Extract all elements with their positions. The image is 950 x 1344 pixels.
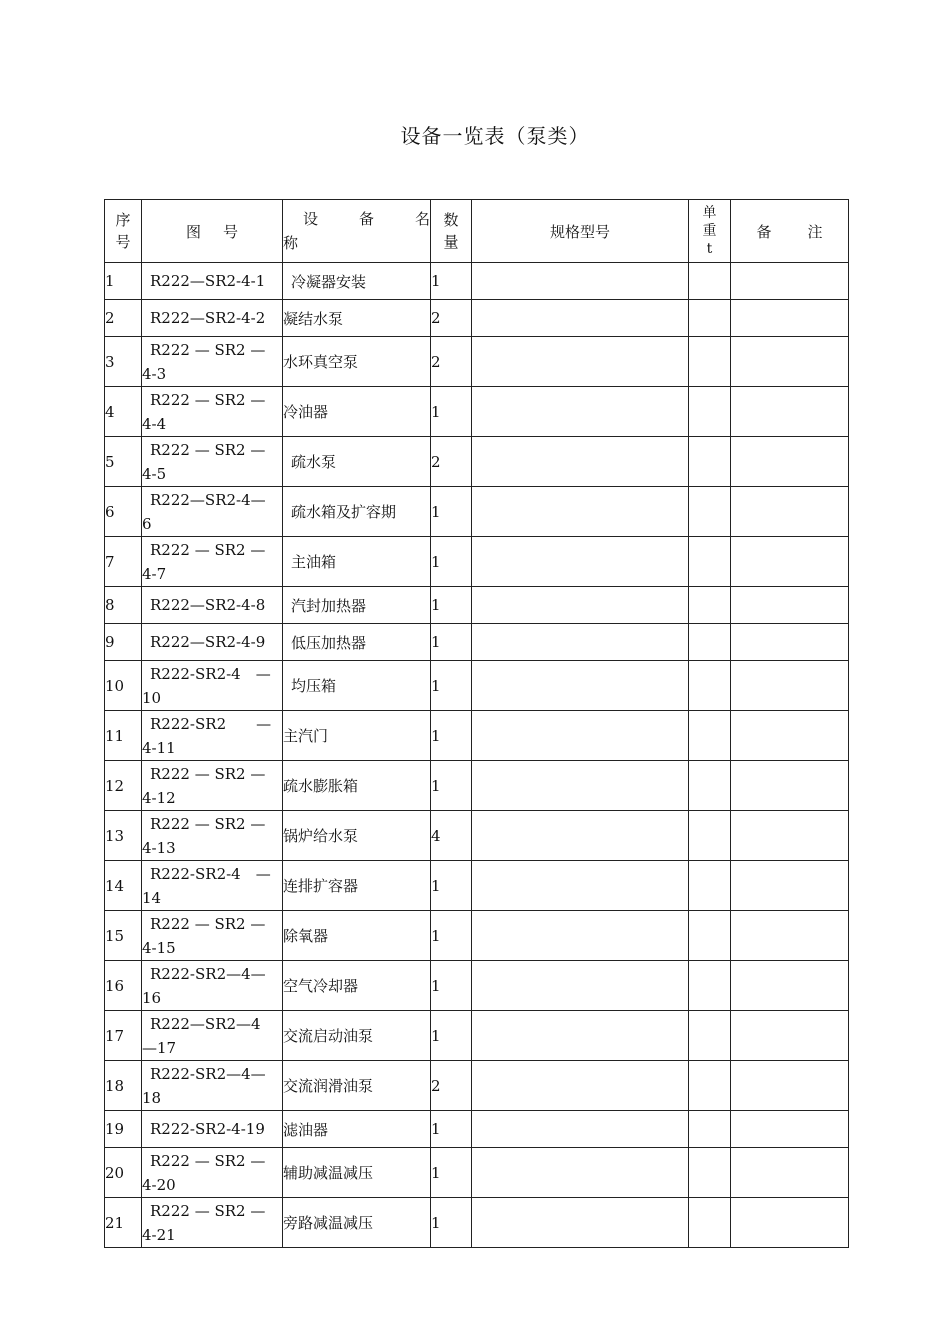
row-drawing-line2: 4-7 (142, 564, 167, 583)
row-drawing-number (142, 537, 283, 587)
table-row (105, 437, 849, 487)
row-quantity: 1 (431, 961, 472, 1011)
row-equipment-name: 交流润滑油泵 (283, 1061, 431, 1111)
row-equipment-name: 冷油器 (283, 387, 431, 437)
header-weight-line2: 重 (702, 223, 717, 239)
row-drawing-number (142, 387, 283, 437)
row-weight-cell (689, 661, 731, 711)
row-drawing-line1: R222 — SR2 — (150, 1151, 266, 1170)
header-qty-line1: 数 (443, 211, 459, 229)
row-seq: 13 (105, 811, 142, 861)
row-weight-cell (689, 437, 731, 487)
row-equipment-name: 除氧器 (283, 911, 431, 961)
row-drawing-line1: R222-SR2-4-19 (150, 1120, 265, 1138)
row-equipment-name: 旁路减温减压 (283, 1198, 431, 1248)
row-drawing-line2: 4-3 (142, 364, 167, 383)
row-quantity: 1 (431, 1198, 472, 1248)
row-quantity: 1 (431, 761, 472, 811)
row-equipment-name: 交流启动油泵 (283, 1011, 431, 1061)
table-row (105, 624, 849, 661)
row-quantity: 1 (431, 711, 472, 761)
row-equipment-name: 冷凝器安装 (283, 263, 431, 300)
row-seq: 20 (105, 1148, 142, 1198)
row-drawing-line1: R222-SR2—4— (150, 1064, 266, 1083)
row-quantity: 1 (431, 387, 472, 437)
row-weight-cell (689, 1061, 731, 1111)
row-remark-cell (731, 761, 849, 811)
row-spec-cell (472, 1061, 689, 1111)
row-seq: 18 (105, 1061, 142, 1111)
row-quantity: 1 (431, 911, 472, 961)
row-seq: 5 (105, 437, 142, 487)
row-remark-cell (731, 811, 849, 861)
row-drawing-number (142, 1198, 283, 1248)
table-row (105, 661, 849, 711)
header-seq-line1: 序 (115, 211, 131, 229)
row-drawing-number (142, 587, 283, 624)
table-row (105, 961, 849, 1011)
header-remark (731, 200, 859, 263)
header-name-line1: 设备名 (303, 210, 430, 228)
table-row (105, 587, 849, 624)
header-name-line2: 称 (283, 234, 299, 252)
table-row (105, 387, 849, 437)
table-row (105, 1061, 849, 1111)
row-spec-cell (472, 300, 689, 337)
row-spec-cell (472, 711, 689, 761)
row-seq: 19 (105, 1111, 142, 1148)
row-seq: 21 (105, 1198, 142, 1248)
row-drawing-line1: R222-SR2-4 — (150, 864, 271, 883)
row-drawing-line2: 4-5 (142, 464, 167, 483)
row-weight-cell (689, 961, 731, 1011)
table-header-row (105, 200, 849, 263)
row-drawing-line1: R222 — SR2 — (150, 764, 266, 783)
table-row (105, 1011, 849, 1061)
row-spec-cell (472, 811, 689, 861)
page-title: 设备一览表（泵类） (400, 124, 590, 148)
row-weight-cell (689, 337, 731, 387)
row-drawing-line2: 4-4 (142, 414, 167, 433)
row-equipment-name: 辅助减温减压 (283, 1148, 431, 1198)
table-row (105, 337, 849, 387)
row-weight-cell (689, 587, 731, 624)
table-row (105, 711, 849, 761)
row-weight-cell (689, 263, 731, 300)
row-remark-cell (731, 961, 849, 1011)
table-row (105, 811, 849, 861)
row-drawing-number (142, 661, 283, 711)
row-spec-cell (472, 263, 689, 300)
row-quantity: 1 (431, 537, 472, 587)
row-weight-cell (689, 487, 731, 537)
row-remark-cell (731, 337, 849, 387)
row-quantity: 1 (431, 661, 472, 711)
row-spec-cell (472, 337, 689, 387)
row-quantity: 4 (431, 811, 472, 861)
row-spec-cell (472, 1111, 689, 1148)
row-drawing-line1: R222—SR2—4 (150, 1014, 261, 1033)
row-drawing-line1: R222—SR2-4-2 (150, 309, 266, 327)
row-remark-cell (731, 300, 849, 337)
row-weight-cell (689, 811, 731, 861)
row-remark-cell (731, 911, 849, 961)
row-seq: 11 (105, 711, 142, 761)
row-equipment-name: 滤油器 (283, 1111, 431, 1148)
row-drawing-number (142, 1111, 283, 1148)
header-seq-line2: 号 (115, 233, 131, 251)
row-seq: 17 (105, 1011, 142, 1061)
row-seq: 12 (105, 761, 142, 811)
header-qty-line2: 量 (443, 233, 459, 251)
row-equipment-name: 疏水膨胀箱 (283, 761, 431, 811)
row-seq: 4 (105, 387, 142, 437)
header-remark-label: 备注 (756, 222, 859, 241)
row-quantity: 1 (431, 861, 472, 911)
row-remark-cell (731, 1061, 849, 1111)
row-weight-cell (689, 1148, 731, 1198)
row-quantity: 2 (431, 437, 472, 487)
row-seq: 1 (105, 263, 142, 300)
row-drawing-line1: R222 — SR2 — (150, 440, 266, 459)
row-spec-cell (472, 861, 689, 911)
row-quantity: 1 (431, 1111, 472, 1148)
row-drawing-line2: 10 (142, 688, 162, 707)
table-row (105, 487, 849, 537)
row-equipment-name: 连排扩容器 (283, 861, 431, 911)
row-drawing-number (142, 1061, 283, 1111)
row-quantity: 2 (431, 1061, 472, 1111)
row-drawing-number (142, 1148, 283, 1198)
row-remark-cell (731, 437, 849, 487)
row-drawing-number (142, 1011, 283, 1061)
row-spec-cell (472, 961, 689, 1011)
row-drawing-line1: R222—SR2-4-8 (150, 596, 266, 614)
row-drawing-line2: 4-13 (142, 838, 176, 857)
row-remark-cell (731, 1011, 849, 1061)
row-drawing-number (142, 961, 283, 1011)
row-weight-cell (689, 624, 731, 661)
header-name (283, 200, 431, 263)
row-remark-cell (731, 263, 849, 300)
row-drawing-line2: 4-21 (142, 1225, 176, 1244)
row-spec-cell (472, 1148, 689, 1198)
row-spec-cell (472, 661, 689, 711)
row-remark-cell (731, 1198, 849, 1248)
row-weight-cell (689, 761, 731, 811)
row-drawing-line1: R222 — SR2 — (150, 1201, 266, 1220)
row-drawing-number (142, 911, 283, 961)
row-drawing-line1: R222-SR2-4 — (150, 664, 271, 683)
row-equipment-name: 均压箱 (283, 661, 431, 711)
table-row (105, 263, 849, 300)
table-row (105, 1198, 849, 1248)
row-drawing-number (142, 811, 283, 861)
table-row (105, 1111, 849, 1148)
row-equipment-name: 水环真空泵 (283, 337, 431, 387)
table-row (105, 300, 849, 337)
row-equipment-name: 凝结水泵 (283, 300, 431, 337)
row-equipment-name: 锅炉给水泵 (283, 811, 431, 861)
row-drawing-line2: 4-11 (142, 738, 176, 757)
row-drawing-number (142, 861, 283, 911)
row-spec-cell (472, 624, 689, 661)
row-seq: 14 (105, 861, 142, 911)
table-row (105, 761, 849, 811)
row-weight-cell (689, 711, 731, 761)
row-seq: 16 (105, 961, 142, 1011)
row-seq: 6 (105, 487, 142, 537)
row-remark-cell (731, 861, 849, 911)
row-drawing-line2: 16 (142, 988, 162, 1007)
row-equipment-name: 主油箱 (283, 537, 431, 587)
row-drawing-number (142, 337, 283, 387)
row-quantity: 1 (431, 1011, 472, 1061)
row-drawing-number (142, 437, 283, 487)
row-remark-cell (731, 661, 849, 711)
row-remark-cell (731, 387, 849, 437)
row-remark-cell (731, 537, 849, 587)
row-weight-cell (689, 537, 731, 587)
row-drawing-line2: 4-12 (142, 788, 176, 807)
row-weight-cell (689, 1011, 731, 1061)
row-seq: 9 (105, 624, 142, 661)
row-spec-cell (472, 1011, 689, 1061)
row-drawing-line1: R222 — SR2 — (150, 340, 266, 359)
row-spec-cell (472, 761, 689, 811)
row-seq: 10 (105, 661, 142, 711)
row-remark-cell (731, 624, 849, 661)
table-body (105, 263, 849, 1248)
row-drawing-line2: —17 (142, 1038, 177, 1057)
row-drawing-line2: 4-20 (142, 1175, 176, 1194)
equipment-table (104, 199, 859, 1248)
row-seq: 7 (105, 537, 142, 587)
table-row (105, 1148, 849, 1198)
row-drawing-line1: R222—SR2-4-1 (150, 272, 266, 290)
row-remark-cell (731, 1111, 849, 1148)
row-equipment-name: 空气冷却器 (283, 961, 431, 1011)
header-drawing-label: 图号 (185, 222, 260, 241)
header-weight (689, 200, 731, 263)
row-drawing-line1: R222 — SR2 — (150, 814, 266, 833)
table-row (105, 537, 849, 587)
row-spec-cell (472, 537, 689, 587)
row-spec-cell (472, 387, 689, 437)
row-drawing-number (142, 487, 283, 537)
row-spec-cell (472, 911, 689, 961)
row-quantity: 2 (431, 300, 472, 337)
row-equipment-name: 汽封加热器 (283, 587, 431, 624)
row-drawing-line2: 14 (142, 888, 162, 907)
row-equipment-name: 主汽门 (283, 711, 431, 761)
row-weight-cell (689, 300, 731, 337)
row-equipment-name: 疏水箱及扩容期 (283, 487, 431, 537)
row-spec-cell (472, 487, 689, 537)
row-weight-cell (689, 1111, 731, 1148)
header-seq (105, 200, 142, 263)
row-quantity: 1 (431, 624, 472, 661)
row-quantity: 1 (431, 487, 472, 537)
row-spec-cell (472, 587, 689, 624)
row-seq: 2 (105, 300, 142, 337)
row-weight-cell (689, 911, 731, 961)
row-remark-cell (731, 487, 849, 537)
row-equipment-name: 疏水泵 (283, 437, 431, 487)
row-drawing-number (142, 761, 283, 811)
row-weight-cell (689, 861, 731, 911)
row-drawing-line2: 4-15 (142, 938, 176, 957)
row-drawing-number (142, 300, 283, 337)
header-spec: 规格型号 (472, 200, 689, 263)
row-drawing-line2: 18 (142, 1088, 162, 1107)
row-drawing-line1: R222—SR2-4— (150, 490, 266, 509)
row-drawing-number (142, 711, 283, 761)
row-drawing-number (142, 624, 283, 661)
row-drawing-line1: R222—SR2-4-9 (150, 633, 266, 651)
row-quantity: 1 (431, 587, 472, 624)
row-equipment-name: 低压加热器 (283, 624, 431, 661)
table-row (105, 861, 849, 911)
row-remark-cell (731, 587, 849, 624)
row-quantity: 2 (431, 337, 472, 387)
row-quantity: 1 (431, 1148, 472, 1198)
row-quantity: 1 (431, 263, 472, 300)
header-drawing (142, 200, 283, 263)
row-drawing-line1: R222 — SR2 — (150, 390, 266, 409)
row-drawing-line1: R222-SR2 — (150, 714, 272, 733)
row-seq: 8 (105, 587, 142, 624)
row-spec-cell (472, 1198, 689, 1248)
row-drawing-line2: 6 (142, 514, 152, 533)
table-row (105, 911, 849, 961)
row-drawing-line1: R222 — SR2 — (150, 914, 266, 933)
row-remark-cell (731, 1148, 849, 1198)
row-weight-cell (689, 1198, 731, 1248)
row-seq: 3 (105, 337, 142, 387)
row-drawing-number (142, 263, 283, 300)
header-qty (431, 200, 472, 263)
row-drawing-line1: R222 — SR2 — (150, 540, 266, 559)
row-drawing-line1: R222-SR2—4— (150, 964, 266, 983)
row-spec-cell (472, 437, 689, 487)
header-weight-line3: t (706, 241, 713, 257)
row-seq: 15 (105, 911, 142, 961)
row-weight-cell (689, 387, 731, 437)
header-weight-line1: 单 (702, 205, 717, 221)
row-remark-cell (731, 711, 849, 761)
